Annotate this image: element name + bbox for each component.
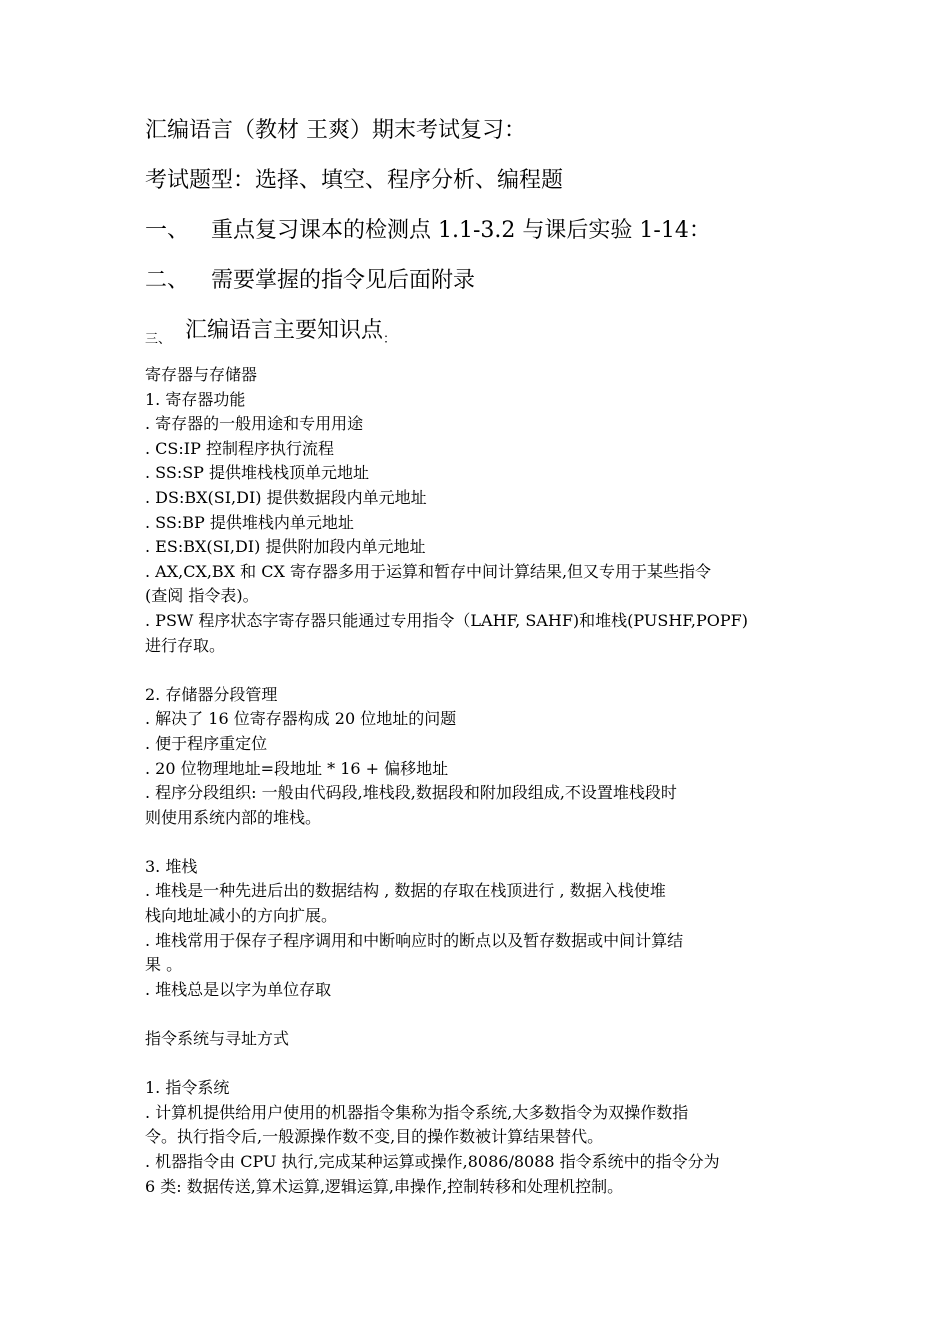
- list-item: . 程序分段组织: 一般由代码段,堆栈段,数据段和附加段组成,不设置堆栈段时: [145, 783, 677, 803]
- list-item-continued: 令。执行指令后,一般源操作数不变,目的操作数被计算结果替代。: [145, 1127, 604, 1147]
- blank-line: [145, 1052, 809, 1077]
- list-item: . 机器指令由 CPU 执行,完成某种运算或操作,8086/8088 指令系统中的指令分为: [145, 1152, 720, 1171]
- list-item-continued: 6 类: 数据传送,算术运算,逻辑运算,串操作,控制转移和处理机控制。: [145, 1176, 624, 1196]
- knowledge-body: [145, 363, 809, 1199]
- list-item: . 20 位物理地址=段地址 * 16 + 偏移地址: [145, 758, 449, 778]
- list-item: . SS:SP 提供堆栈栈顶单元地址: [145, 463, 370, 483]
- list-item: . SS:BP 提供堆栈内单元地址: [145, 512, 354, 532]
- document-content: [145, 112, 809, 1199]
- list-item: . 便于程序重定位: [145, 733, 268, 753]
- section-3: [145, 312, 809, 359]
- section-1: [145, 212, 809, 250]
- list-item: . 寄存器的一般用途和专用用途: [145, 414, 364, 434]
- list-item: . AX,CX,BX 和 CX 寄存器多用于运算和暂存中间计算结果,但又专用于某些指令: [145, 561, 712, 581]
- list-item: . PSW 程序状态字寄存器只能通过专用指令（LAHF, SAHF)和堆栈(PUSHF,POPF): [145, 610, 748, 630]
- list-item: . 堆栈是一种先进后出的数据结构 , 数据的存取在栈顶进行 , 数据入栈使堆: [145, 881, 666, 901]
- list-item: . 堆栈总是以字为单位存取: [145, 979, 332, 999]
- section-2: [145, 262, 809, 300]
- exam-types: 考试题型：选择、填空、程序分析、编程题: [145, 168, 564, 193]
- sub3-title: 3. 堆栈: [145, 856, 198, 876]
- section-1-text: 重点复习课本的检测点 1.1-3.2 与课后实验 1-14：: [211, 218, 711, 243]
- list-item-continued: (查阅 指令表)。: [145, 586, 259, 606]
- section-3-colon: ：: [383, 332, 397, 347]
- list-item: . 堆栈常用于保存子程序调用和中断响应时的断点以及暂存数据或中间计算结: [145, 930, 684, 950]
- list-item-continued: 果 。: [145, 955, 183, 975]
- blank-line: [145, 1002, 809, 1027]
- part1-heading: 寄存器与存储器: [145, 365, 258, 384]
- list-item: . ES:BX(SI,DI) 提供附加段内单元地址: [145, 537, 426, 557]
- part2-sub1-title: 1. 指令系统: [145, 1078, 230, 1098]
- list-item-continued: 则使用系统内部的堆栈。: [145, 807, 322, 827]
- document-title: 汇编语言（教材 王爽）期末考试复习：: [145, 118, 526, 143]
- section-1-number: 一、: [145, 218, 190, 243]
- list-item: . 计算机提供给用户使用的机器指令集称为指令系统,大多数指令为双操作数指: [145, 1102, 689, 1122]
- list-item: . CS:IP 控制程序执行流程: [145, 438, 334, 458]
- blank-line: [145, 830, 809, 855]
- part2-heading: 指令系统与寻址方式: [145, 1029, 290, 1049]
- sub1-title: 1. 寄存器功能: [145, 389, 246, 409]
- section-3-text: 汇编语言主要知识点: [185, 318, 384, 343]
- section-2-number: 二、: [145, 268, 190, 293]
- list-item-continued: 栈向地址减小的方向扩展。: [145, 906, 338, 926]
- blank-line: [145, 658, 809, 683]
- list-item: . DS:BX(SI,DI) 提供数据段内单元地址: [145, 487, 427, 507]
- section-3-number: 三、: [145, 332, 172, 347]
- section-2-text: 需要掌握的指令见后面附录: [211, 268, 476, 293]
- sub2-title: 2. 存储器分段管理: [145, 684, 278, 704]
- list-item: . 解决了 16 位寄存器构成 20 位地址的问题: [145, 709, 457, 729]
- list-item-continued: 进行存取。: [145, 635, 226, 655]
